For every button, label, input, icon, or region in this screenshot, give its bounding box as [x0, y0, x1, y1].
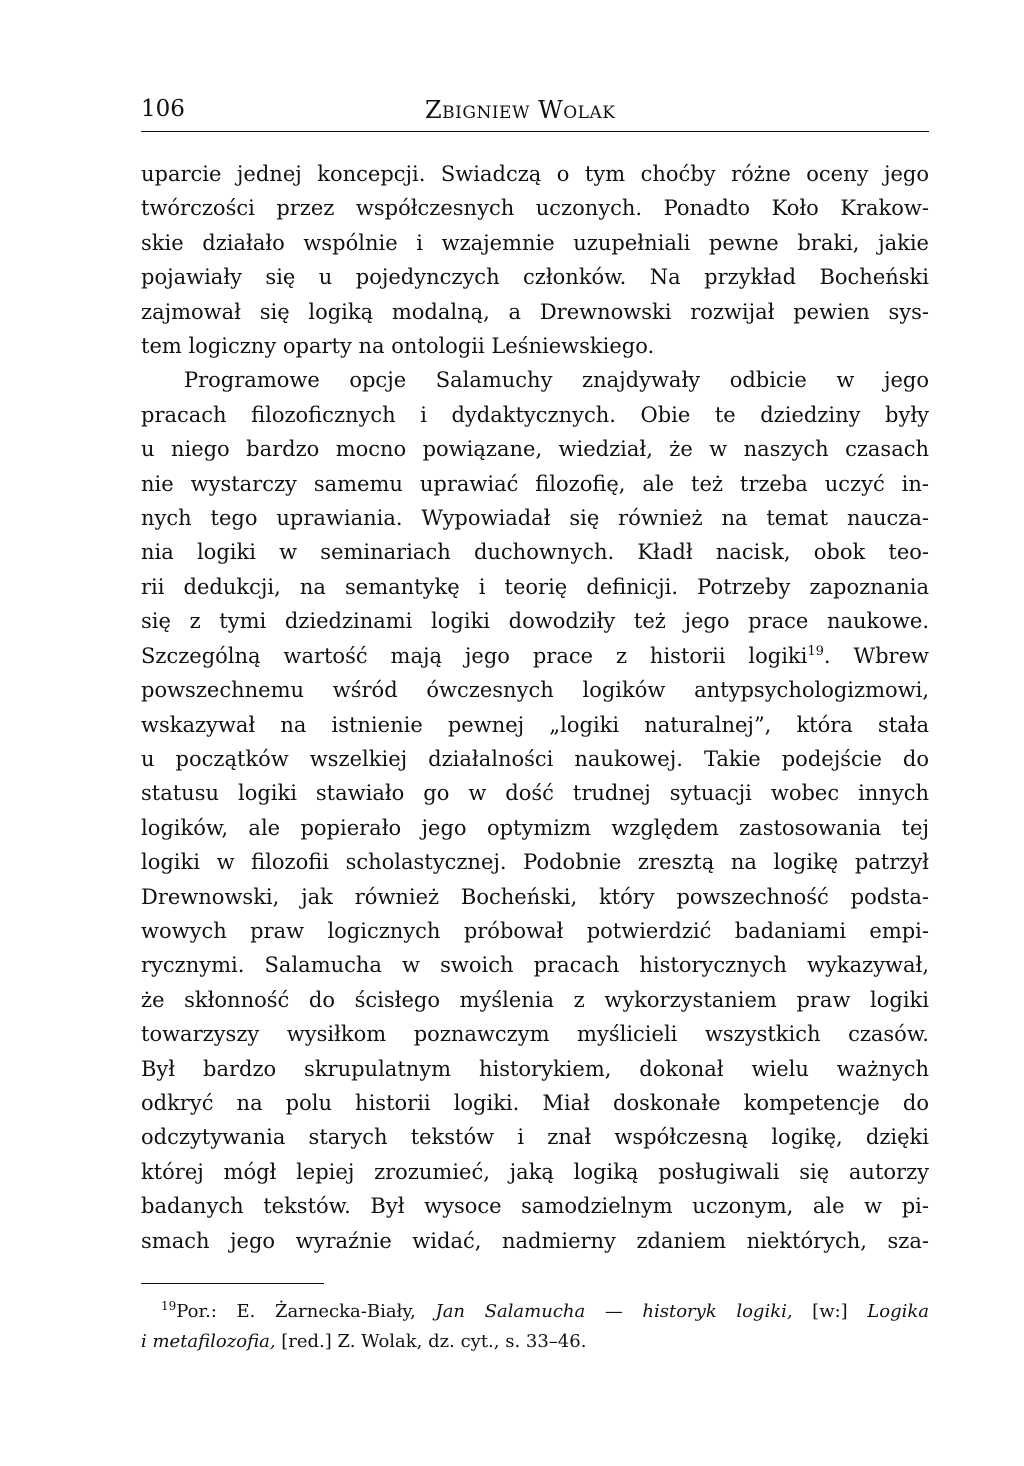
footnote-title: Jan Salamucha — historyk logiki,: [435, 1301, 793, 1322]
page-header: [141, 96, 929, 128]
text-line: tem logiczny oparty na ontologii Leśniewskiego.: [141, 334, 655, 359]
text-line: nie wystarczy samemu uprawiać filozofię, ale też trzeba uczyć in-: [141, 471, 929, 496]
footnote: [141, 1297, 929, 1357]
text-line: nia logiki w seminariach duchownych. Kładł nacisk, obok teo-: [141, 540, 929, 565]
text-line: zajmował się logiką modalną, a Drewnowski rozwijał pewien sys-: [141, 299, 929, 324]
body-text: [141, 157, 929, 1258]
text-line: logiki w filozofii scholastycznej. Podobnie zresztą na logikę patrzył: [141, 850, 929, 875]
text-line: u początków wszelkiej działalności naukowej. Takie podejście do: [141, 746, 929, 771]
running-head: Zbigniew Wolak: [425, 96, 616, 124]
text-line: u niego bardzo mocno powiązane, wiedział, że w naszych czasach: [141, 437, 929, 462]
footnote-title: Logika: [867, 1301, 930, 1322]
text-line: że skłonność do ścisłego myślenia z wykorzystaniem praw logiki: [141, 987, 929, 1012]
footnote-text: [w:]: [792, 1301, 868, 1322]
text-line: pojawiały się u pojedynczych członków. Na przykład Bocheński: [141, 265, 929, 290]
text-line-with-footnote: [141, 639, 929, 673]
text-line: towarzyszy wysiłkom poznawczym myślicieli wszystkich czasów.: [141, 1022, 929, 1047]
text-line: powszechnemu wśród ówczesnych logików antypsychologizmowi,: [141, 678, 929, 703]
text-line: skie działało wspólnie i wzajemnie uzupełniali pewne braki, jakie: [141, 230, 929, 255]
text-line: Programowe opcje Salamuchy znajdywały odbicie w jego: [184, 368, 929, 393]
text-segment: . Wbrew: [823, 643, 929, 668]
text-line: logików, ale popierało jego optymizm względem zastosowania tej: [141, 815, 929, 840]
text-line: rii dedukcji, na semantykę i teorię definicji. Potrzeby zapoznania: [141, 574, 929, 599]
text-line: odczytywania starych tekstów i znał współczesną logikę, dzięki: [141, 1125, 929, 1150]
footnote-mark: 19: [161, 1299, 177, 1313]
text-line: wowych praw logicznych próbował potwierdzić badaniami empi-: [141, 918, 929, 943]
text-segment: Szczególną wartość mają jego prace z historii logiki: [141, 643, 808, 668]
footnote-rule: [141, 1283, 324, 1284]
text-line: której mógł lepiej zrozumieć, jaką logiką posługiwali się autorzy: [141, 1159, 929, 1184]
header-rule: [141, 131, 929, 132]
text-line: smach jego wyraźnie widać, nadmierny zdaniem niektórych, sza-: [141, 1228, 929, 1253]
text-line: statusu logiki stawiało go w dość trudnej sytuacji wobec innych: [141, 781, 929, 806]
text-line: twórczości przez współczesnych uczonych. Ponadto Koło Krakow-: [141, 196, 929, 221]
footnote-text: Por.: E. Żarnecka-Biały,: [176, 1301, 436, 1322]
text-line: nych tego uprawiania. Wypowiadał się również na temat naucza-: [141, 506, 929, 531]
text-line: odkryć na polu historii logiki. Miał doskonałe kompetencje do: [141, 1090, 929, 1115]
text-line: Drewnowski, jak również Bocheński, który powszechność podsta-: [141, 884, 929, 909]
page-number: 106: [141, 96, 185, 122]
footnote-text: [red.] Z. Wolak, dz. cyt., s. 33–46.: [275, 1331, 587, 1352]
text-line: wskazywał na istnienie pewnej „logiki naturalnej”, która stała: [141, 712, 929, 737]
footnote-line: [141, 1327, 929, 1357]
text-line: się z tymi dziedzinami logiki dowodziły też jego prace naukowe.: [141, 609, 929, 634]
text-line: uparcie jednej koncepcji. Swiadczą o tym choćby różne oceny jego: [141, 162, 929, 186]
footnote-reference: 19: [807, 643, 824, 659]
text-line: pracach filozoficznych i dydaktycznych. Obie te dziedziny były: [141, 402, 929, 427]
footnote-title: i metafilozofia,: [141, 1331, 276, 1352]
text-line: rycznymi. Salamucha w swoich pracach historycznych wykazywał,: [141, 953, 929, 978]
footnote-line: [141, 1297, 929, 1327]
text-line: badanych tekstów. Był wysoce samodzielnym uczonym, ale w pi-: [141, 1194, 929, 1219]
text-line: Był bardzo skrupulatnym historykiem, dokonał wielu ważnych: [141, 1056, 929, 1081]
